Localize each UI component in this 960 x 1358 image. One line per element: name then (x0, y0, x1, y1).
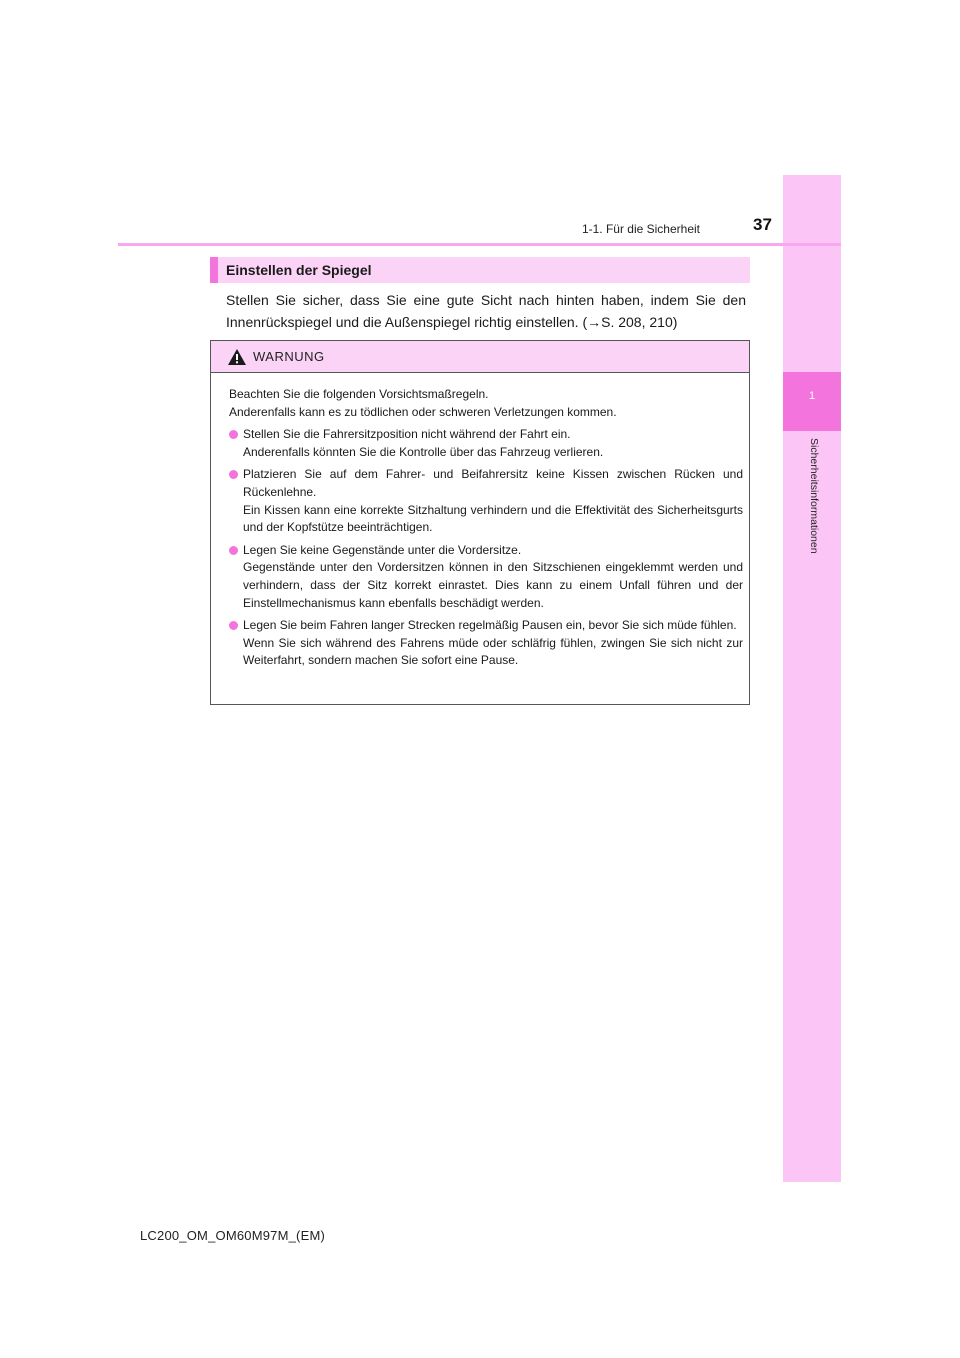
page-number: 37 (753, 215, 772, 234)
warning-item-lead: Legen Sie beim Fahren langer Strecken regelmäßig Pausen ein, bevor Sie sich müde fühlen. (243, 618, 737, 633)
warning-intro-line: Anderenfalls kann es zu tödlichen oder schweren Verletzungen kommen. (229, 404, 617, 419)
warning-item-detail: Wenn Sie sich während des Fahrens müde oder schläfrig fühlen, zwingen Sie sich nicht zur Weiterfahrt, sondern machen Sie sofort eine Pause. (243, 635, 743, 668)
warning-item-lead: Legen Sie keine Gegenstände unter die Vordersitze. (243, 542, 522, 557)
document-footer-code: LC200_OM_OM60M97M_(EM) (140, 1228, 326, 1243)
chapter-number: 1 (808, 390, 816, 402)
warning-triangle-icon (227, 348, 247, 366)
chapter-title: Sicherheitsinformationen (808, 438, 820, 554)
warning-header (211, 341, 749, 373)
warning-list-item (229, 542, 743, 612)
bullet-icon (229, 430, 238, 439)
warning-intro-line: Beachten Sie die folgenden Vorsichtsmaßregeln. (229, 387, 489, 401)
intro-paragraph: Stellen Sie sicher, dass Sie eine gute Sicht nach hinten haben, indem Sie den Innenrückspiegel und die Außenspiegel richtig einstellen. (→S. 208, 210) (226, 292, 746, 330)
warning-item-detail: Gegenstände unter den Vordersitzen können in den Sitzschienen eingeklemmt werden und verhindern, dass der Sitz korrekt einrastet. Dies kann zu einem Unfall führen und der Einstellmechanismus kann ebenfalls beschädigt werden. (243, 560, 743, 610)
bullet-icon (229, 621, 238, 630)
bullet-icon (229, 546, 238, 555)
warning-body (229, 386, 743, 670)
chapter-side-tab (783, 175, 841, 1182)
warning-item-detail: Ein Kissen kann eine korrekte Sitzhaltung verhindern und die Effektivität des Sicherheitsgurts und der Kopfstütze beeinträchtigen. (243, 502, 743, 535)
warning-list-item (229, 466, 743, 536)
bullet-icon (229, 470, 238, 479)
warning-title: WARNUNG (253, 349, 325, 364)
header-section-title: 1-1. Für die Sicherheit (581, 222, 700, 236)
warning-item-lead: Platzieren Sie auf dem Fahrer- und Beifahrersitz keine Kissen zwischen Rücken und Rückenlehne. (243, 467, 743, 499)
header-rule (118, 243, 841, 246)
warning-box (210, 340, 750, 705)
warning-list-item (229, 617, 743, 670)
section-heading (210, 257, 750, 283)
warning-item-detail: Anderenfalls könnten Sie die Kontrolle über das Fahrzeug verlieren. (243, 444, 604, 459)
warning-list-item (229, 426, 743, 461)
section-heading-text: Einstellen der Spiegel (226, 262, 372, 278)
warning-item-lead: Stellen Sie die Fahrersitzposition nicht während der Fahrt ein. (243, 427, 571, 442)
